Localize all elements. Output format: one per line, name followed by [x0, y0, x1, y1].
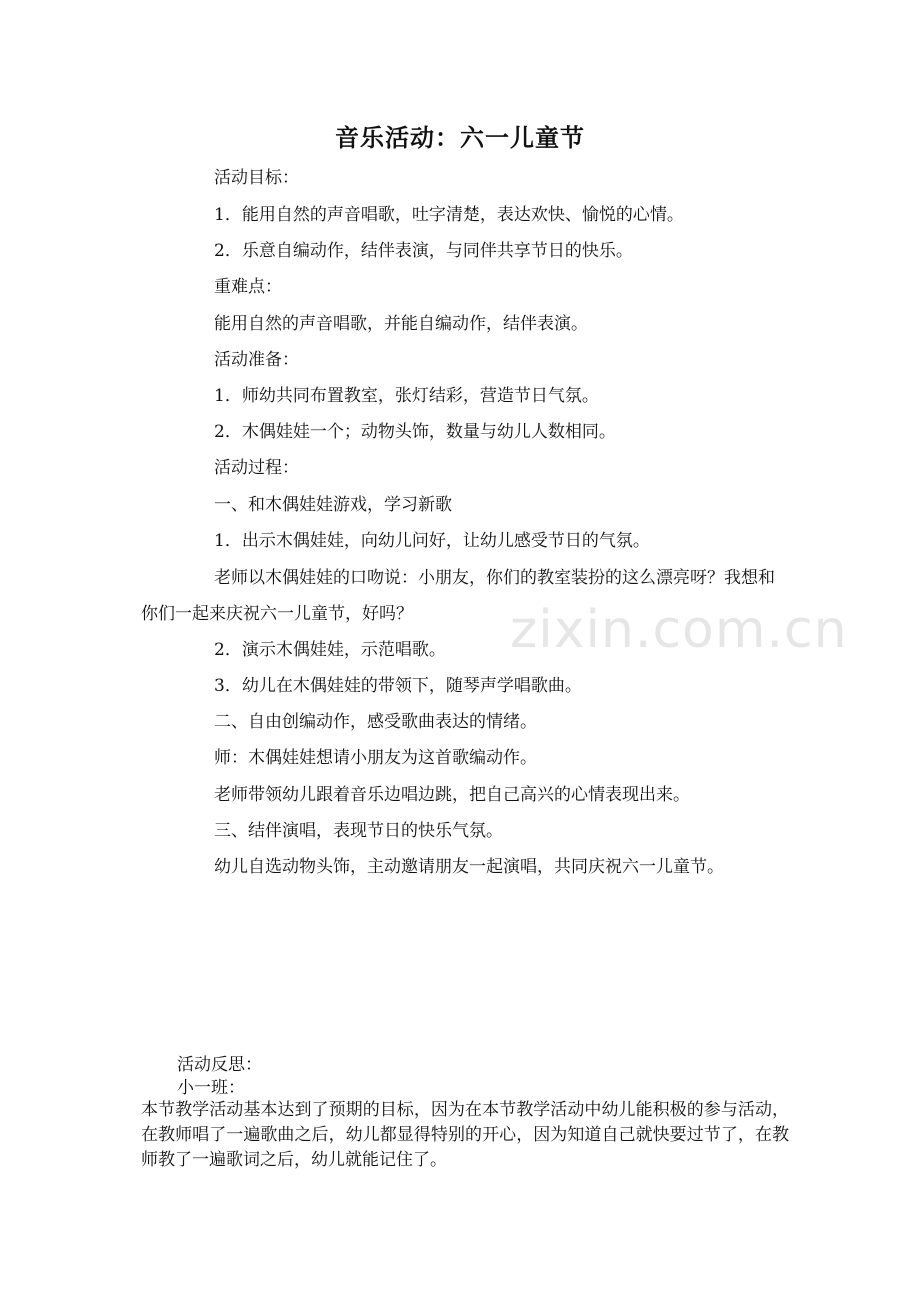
- process-step-2: 二、自由创编动作，感受歌曲表达的情绪。: [214, 712, 537, 732]
- watermark: zixin.com.cn: [510, 600, 848, 660]
- document-title: 音乐活动：六一儿童节: [335, 124, 585, 152]
- process-step-1-2: 2．演示木偶娃娃，示范唱歌。: [214, 640, 446, 660]
- reflection-class-label: 小一班：: [177, 1078, 245, 1098]
- process-step-2-text: 老师带领幼儿跟着音乐边唱边跳，把自己高兴的心情表现出来。: [214, 785, 690, 805]
- preparation-item-2: 2．木偶娃娃一个；动物头饰，数量与幼儿人数相同。: [214, 422, 616, 442]
- goal-item-2: 2．乐意自编动作，结伴表演，与同伴共享节日的快乐。: [214, 241, 633, 261]
- section-heading-preparation: 活动准备：: [214, 350, 299, 370]
- section-heading-key-points: 重难点：: [214, 277, 282, 297]
- teacher-quote-paragraph: 老师以木偶娃娃的口吻说：小朋友，你们的教室装扮的这么漂亮呀？我想和你们一起来庆祝六一儿童节，好吗？: [141, 568, 775, 624]
- section-heading-process: 活动过程：: [214, 458, 299, 478]
- key-points-text: 能用自然的声音唱歌，并能自编动作，结伴表演。: [214, 314, 588, 334]
- process-step-3-text: 幼儿自选动物头饰，主动邀请朋友一起演唱，共同庆祝六一儿童节。: [214, 857, 724, 877]
- process-step-2-teacher: 师：木偶娃娃想请小朋友为这首歌编动作。: [214, 748, 537, 768]
- goal-item-1: 1．能用自然的声音唱歌，吐字清楚，表达欢快、愉悦的心情。: [214, 205, 684, 225]
- reflection-body: 本节教学活动基本达到了预期的目标，因为在本节教学活动中幼儿能积极的参与活动，在教师唱了一遍歌曲之后，幼儿都显得特别的开心，因为知道自己就快要过节了，在教师教了一遍歌词之后，幼儿就能记住了。: [141, 1100, 789, 1170]
- reflection-heading: 活动反思：: [177, 1055, 262, 1075]
- process-step-3: 三、结伴演唱，表现节日的快乐气氛。: [214, 821, 503, 841]
- preparation-item-1: 1．师幼共同布置教室，张灯结彩，营造节日气氛。: [214, 386, 599, 406]
- process-step-1-3: 3．幼儿在木偶娃娃的带领下，随琴声学唱歌曲。: [214, 676, 582, 696]
- section-heading-goals: 活动目标：: [214, 168, 299, 188]
- process-step-1: 一、和木偶娃娃游戏，学习新歌: [214, 495, 452, 515]
- process-step-1-1: 1．出示木偶娃娃，向幼儿问好，让幼儿感受节日的气氛。: [214, 531, 650, 551]
